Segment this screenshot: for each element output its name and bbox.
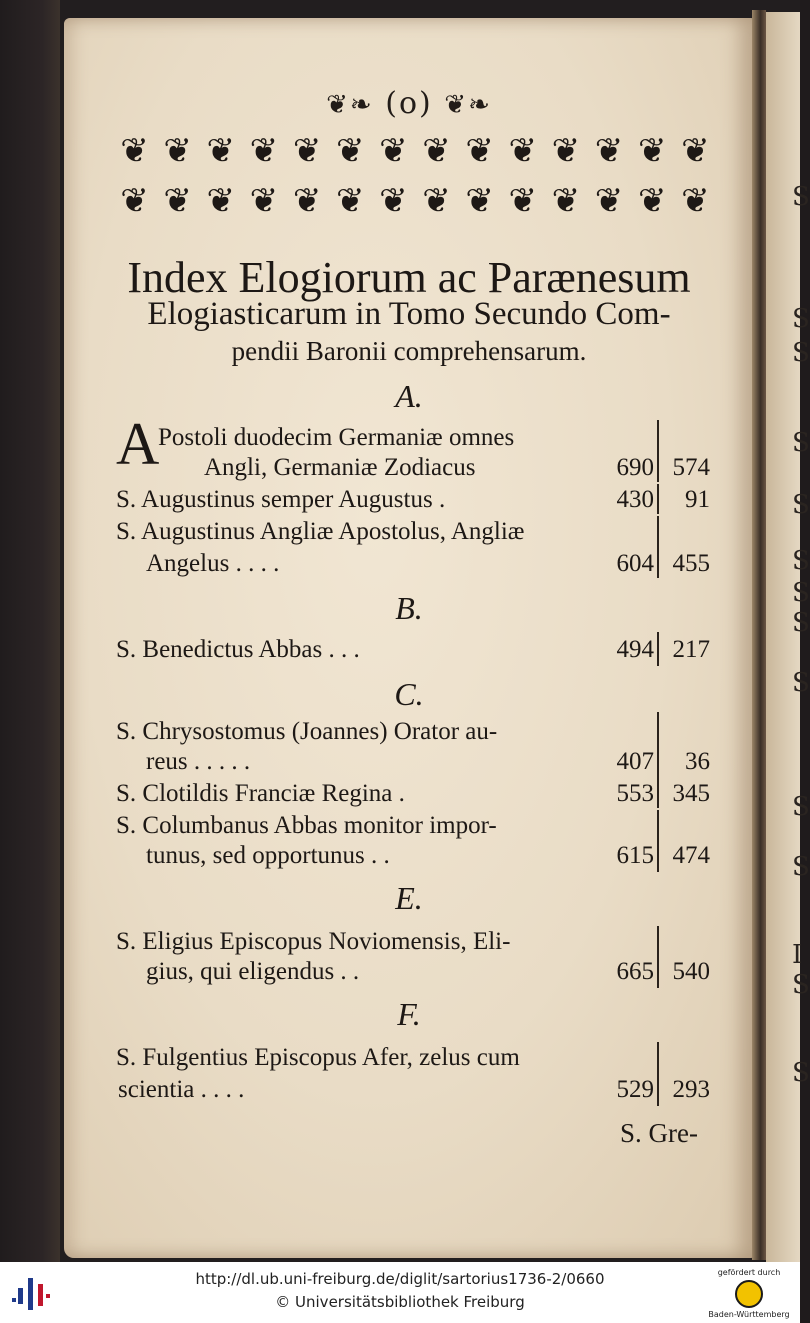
entry-page-compendium: 293 — [672, 1076, 710, 1103]
entry-line: S. Augustinus Angliæ Apostolus, Angliæ — [116, 518, 525, 545]
fleuron-icon: ❦ — [163, 181, 192, 221]
section-letter-b: B. — [395, 590, 423, 626]
column-rule — [657, 778, 659, 808]
sponsor-logo — [704, 1266, 794, 1322]
column-rule — [657, 516, 659, 578]
entry-line: Postoli duodecim Germaniæ omnes — [158, 424, 515, 451]
copyright-notice: © Universitätsbibliothek Freiburg — [275, 1293, 525, 1311]
column-rule — [657, 926, 659, 988]
entry-line: scientia . . . . — [118, 1076, 245, 1103]
coat-of-arms-icon — [735, 1280, 763, 1308]
column-rule — [657, 810, 659, 872]
entry-line: reus . . . . . — [146, 748, 251, 775]
fleuron-icon: ❦ — [551, 181, 581, 221]
fleuron-icon: ❦ — [292, 181, 322, 221]
entry-line: tunus, sed opportunus . . — [146, 842, 390, 869]
entry-line: Angelus . . . . — [146, 550, 280, 577]
fleuron-icon: ❦ — [249, 181, 279, 221]
sponsor-name: Baden-Württemberg — [708, 1310, 790, 1319]
column-rule — [657, 484, 659, 514]
index-title-line-2: Elogiasticarum in Tomo Secundo Com- — [147, 296, 671, 332]
book-edge — [0, 0, 60, 1262]
fleuron-icon: ❦ — [206, 181, 236, 221]
column-rule — [657, 420, 659, 482]
fleuron-icon: ❦ — [681, 131, 710, 171]
entry-page-tome: 494 — [616, 636, 654, 663]
drop-capital: A — [116, 411, 160, 477]
fleuron-icon: ❦ — [465, 181, 494, 221]
fleuron-icon: ❦ — [422, 131, 451, 171]
entry-page-compendium: 540 — [672, 958, 710, 985]
fleuron-icon: ❦ — [422, 181, 451, 221]
column-rule — [657, 1042, 659, 1106]
entry-page-compendium: 455 — [672, 550, 710, 577]
ornament-left-icon: ❦❧ — [326, 90, 374, 120]
entry-page-compendium: 91 — [685, 486, 710, 513]
entry-line: gius, qui eligendus . . — [146, 958, 360, 985]
entry-page-compendium: 36 — [685, 748, 710, 775]
entry-page-tome: 604 — [616, 550, 654, 577]
fleuron-icon: ❦ — [379, 131, 408, 171]
book-gutter — [752, 10, 766, 1260]
fleuron-icon: ❦ — [637, 181, 667, 221]
entry-line: S. Clotildis Franciæ Regina . — [116, 780, 405, 807]
sponsor-caption: gefördert durch — [717, 1268, 781, 1277]
section-letter-c: C. — [394, 676, 424, 712]
section-letter-f: F. — [397, 996, 421, 1032]
fleuron-icon: ❦ — [465, 131, 494, 171]
permalink-url[interactable]: http://dl.ub.uni-freiburg.de/diglit/sartorius1736-2/0660 — [195, 1270, 605, 1288]
entry-page-compendium: 474 — [672, 842, 710, 869]
entry-page-tome: 430 — [616, 486, 654, 513]
entry-line: S. Chrysostomus (Joannes) Orator au- — [116, 718, 498, 745]
fleuron-icon: ❦ — [206, 131, 236, 171]
entry-line: S. Fulgentius Episcopus Afer, zelus cum — [116, 1044, 520, 1071]
fleuron-icon: ❦ — [508, 181, 538, 221]
entry-line: Angli, Germaniæ Zodiacus — [204, 454, 476, 481]
facing-page-edge: S S S S S S S S S S S I S S — [766, 12, 800, 1262]
ornament-right-icon: ❦❧ — [444, 90, 492, 120]
entry-page-tome: 529 — [616, 1076, 654, 1103]
index-title-line-3: pendii Baronii comprehensarum. — [231, 336, 587, 366]
ornamental-frieze-icon — [118, 128, 712, 232]
entry-line: S. Augustinus semper Augustus . — [116, 486, 446, 513]
entry-line: S. Eligius Episcopus Noviomensis, Eli- — [116, 928, 511, 955]
entry-line: S. Benedictus Abbas . . . — [116, 636, 360, 663]
page-header — [64, 86, 754, 121]
fleuron-icon: ❦ — [292, 131, 322, 171]
page-marker: (o) — [385, 86, 433, 121]
section-letter-e: E. — [395, 880, 423, 916]
column-rule — [657, 632, 659, 666]
entry-page-tome: 553 — [616, 780, 654, 807]
fleuron-icon: ❦ — [508, 131, 538, 171]
fleuron-icon: ❦ — [681, 181, 710, 221]
entry-page-compendium: 217 — [672, 636, 710, 663]
entry-line: S. Columbanus Abbas monitor impor- — [116, 812, 497, 839]
viewer-footer — [0, 1262, 800, 1323]
column-rule — [657, 712, 659, 778]
fleuron-icon: ❦ — [637, 131, 667, 171]
fleuron-icon: ❦ — [335, 181, 365, 221]
entry-page-tome: 690 — [616, 454, 654, 481]
fleuron-icon: ❦ — [163, 131, 192, 171]
catchword: S. Gre- — [620, 1118, 698, 1148]
fleuron-icon: ❦ — [120, 181, 149, 221]
index-title-line-1: Index Elogiorum ac Parænesum — [127, 253, 691, 302]
entry-page-tome: 665 — [616, 958, 654, 985]
fleuron-icon: ❦ — [379, 181, 408, 221]
fleuron-icon: ❦ — [594, 131, 624, 171]
fleuron-icon: ❦ — [249, 131, 279, 171]
entry-page-compendium: 574 — [672, 454, 710, 481]
entry-page-tome: 615 — [616, 842, 654, 869]
fleuron-icon: ❦ — [335, 131, 365, 171]
section-letter-a: A. — [395, 378, 423, 414]
fleuron-icon: ❦ — [551, 131, 581, 171]
fleuron-icon: ❦ — [594, 181, 624, 221]
fleuron-icon: ❦ — [120, 131, 149, 171]
entry-page-tome: 407 — [616, 748, 654, 775]
entry-page-compendium: 345 — [672, 780, 710, 807]
